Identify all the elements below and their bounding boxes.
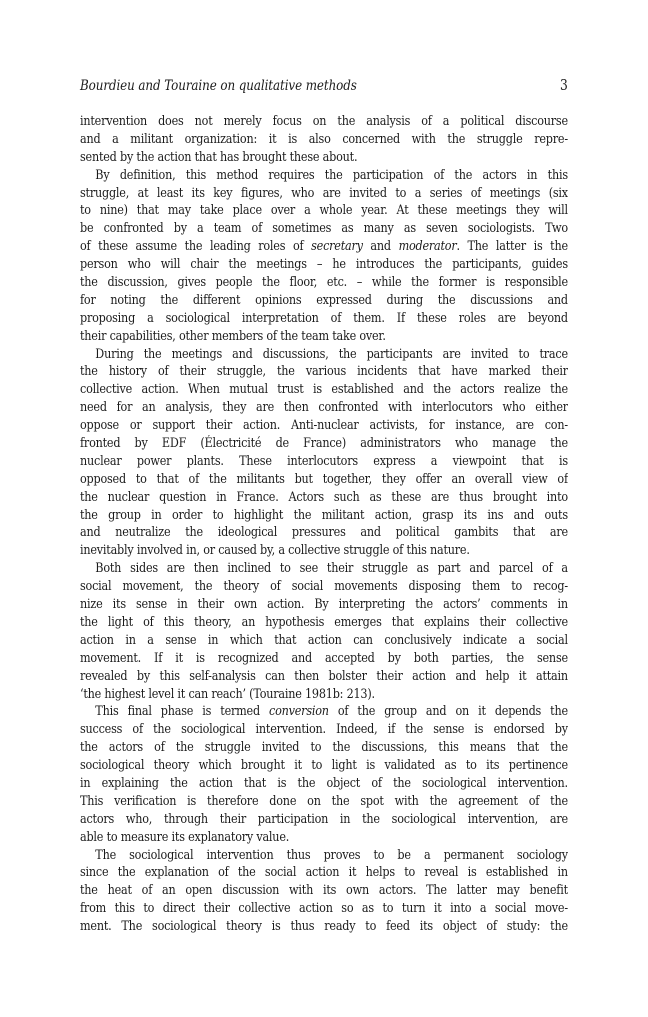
text-line: person who will chair the meetings – he introduces the participants, guides bbox=[80, 257, 568, 273]
paragraph bbox=[80, 847, 568, 936]
text-line: able to measure its explanatory value. bbox=[80, 829, 290, 845]
text-line: to nine) that may take place over a whole year. At these meetings they will bbox=[80, 203, 568, 219]
paragraph bbox=[80, 346, 568, 561]
text-line: ‘the highest level it can reach’ (Touraine 1981b: 213). bbox=[80, 686, 375, 702]
text-line: the group in order to highlight the militant action, grasp its ins and outs bbox=[80, 507, 568, 523]
text-line: collective action. When mutual trust is established and the actors realize the bbox=[80, 382, 568, 398]
paragraph bbox=[80, 703, 568, 846]
text-line: The sociological intervention thus proves to be a permanent sociology bbox=[95, 847, 568, 863]
text-line: be confronted by a team of sometimes as many as seven sociologists. Two bbox=[80, 221, 568, 237]
page-content bbox=[80, 78, 568, 936]
text-line: need for an analysis, they are then confronted with interlocutors who either bbox=[80, 400, 568, 416]
text-line: success of the sociological intervention. Indeed, if the sense is endorsed by bbox=[80, 722, 568, 738]
text-line: proposing a sociological interpretation of them. If these roles are beyond bbox=[80, 310, 568, 326]
page-number: 3 bbox=[560, 78, 568, 94]
text-line: sented by the action that has brought these about. bbox=[80, 149, 358, 165]
text-line: for noting the different opinions expressed during the discussions and bbox=[80, 292, 568, 308]
italic-term: conversion bbox=[269, 704, 329, 720]
italic-term: moderator bbox=[398, 239, 457, 255]
text-line: nuclear power plants. These interlocutors express a viewpoint that is bbox=[80, 453, 568, 469]
text-line: the nuclear question in France. Actors such as these are thus brought into bbox=[80, 489, 568, 505]
text-line: sociological theory which brought it to light is validated as to its pertinence bbox=[80, 758, 568, 774]
text-line: their capabilities, other members of the team take over. bbox=[80, 328, 386, 344]
text-line: oppose or support their action. Anti-nuclear activists, for instance, are con- bbox=[80, 418, 568, 434]
text-line: This final phase is termed conversion of the group and on it depends the bbox=[95, 704, 568, 720]
text-line: actors who, through their participation in the sociological intervention, are bbox=[80, 811, 568, 827]
text-line: and a militant organization: it is also concerned with the struggle repre- bbox=[80, 131, 568, 147]
italic-term: secretary bbox=[311, 239, 363, 255]
text-line: Both sides are then inclined to see their struggle as part and parcel of a bbox=[95, 561, 568, 577]
page-header bbox=[80, 78, 568, 94]
text-line: ment. The sociological theory is thus ready to feed its object of study: the bbox=[80, 919, 568, 935]
text-line: the actors of the struggle invited to the discussions, this means that the bbox=[80, 740, 568, 756]
text-line: in explaining the action that is the object of the sociological intervention. bbox=[80, 775, 568, 791]
text-line: intervention does not merely focus on the analysis of a political discourse bbox=[80, 114, 568, 129]
text-line: the heat of an open discussion with its own actors. The latter may benefit bbox=[80, 883, 568, 899]
text-line: from this to direct their collective action so as to turn it into a social move- bbox=[80, 901, 568, 917]
text-line: the discussion, gives people the floor, etc. – while the former is responsible bbox=[80, 275, 568, 291]
body-text bbox=[80, 113, 568, 936]
running-head-title: Bourdieu and Touraine on qualitative methods bbox=[80, 78, 357, 94]
text-line: movement. If it is recognized and accepted by both parties, the sense bbox=[80, 650, 568, 666]
text-line: of these assume the leading roles of secretary and moderator. The latter is the bbox=[80, 239, 568, 255]
text-line: struggle, at least its key figures, who are invited to a series of meetings (six bbox=[80, 185, 568, 201]
text-line: action in a sense in which that action can conclusively indicate a social bbox=[80, 632, 568, 648]
paragraph bbox=[80, 560, 568, 703]
text-line: During the meetings and discussions, the participants are invited to trace bbox=[95, 346, 568, 362]
text-line: the history of their struggle, the various incidents that have marked their bbox=[80, 364, 568, 380]
text-line: since the explanation of the social action it helps to reveal is established in bbox=[80, 865, 568, 881]
text-line: revealed by this self-analysis can then bolster their action and help it attain bbox=[80, 668, 568, 684]
text-line: fronted by EDF (Électricité de France) administrators who manage the bbox=[80, 436, 568, 452]
text-line: By definition, this method requires the participation of the actors in this bbox=[95, 167, 568, 183]
text-line: the light of this theory, an hypothesis emerges that explains their collective bbox=[80, 614, 568, 630]
paragraph bbox=[80, 113, 568, 167]
paragraph bbox=[80, 167, 568, 346]
text-line: opposed to that of the militants but together, they offer an overall view of bbox=[80, 471, 568, 487]
text-line: and neutralize the ideological pressures and political gambits that are bbox=[80, 525, 568, 541]
text-line: This verification is therefore done on the spot with the agreement of the bbox=[80, 793, 568, 809]
text-line: inevitably involved in, or caused by, a collective struggle of this nature. bbox=[80, 543, 470, 559]
text-line: nize its sense in their own action. By interpreting the actors’ comments in bbox=[80, 597, 568, 613]
text-line: social movement, the theory of social movements disposing them to recog- bbox=[80, 579, 568, 595]
